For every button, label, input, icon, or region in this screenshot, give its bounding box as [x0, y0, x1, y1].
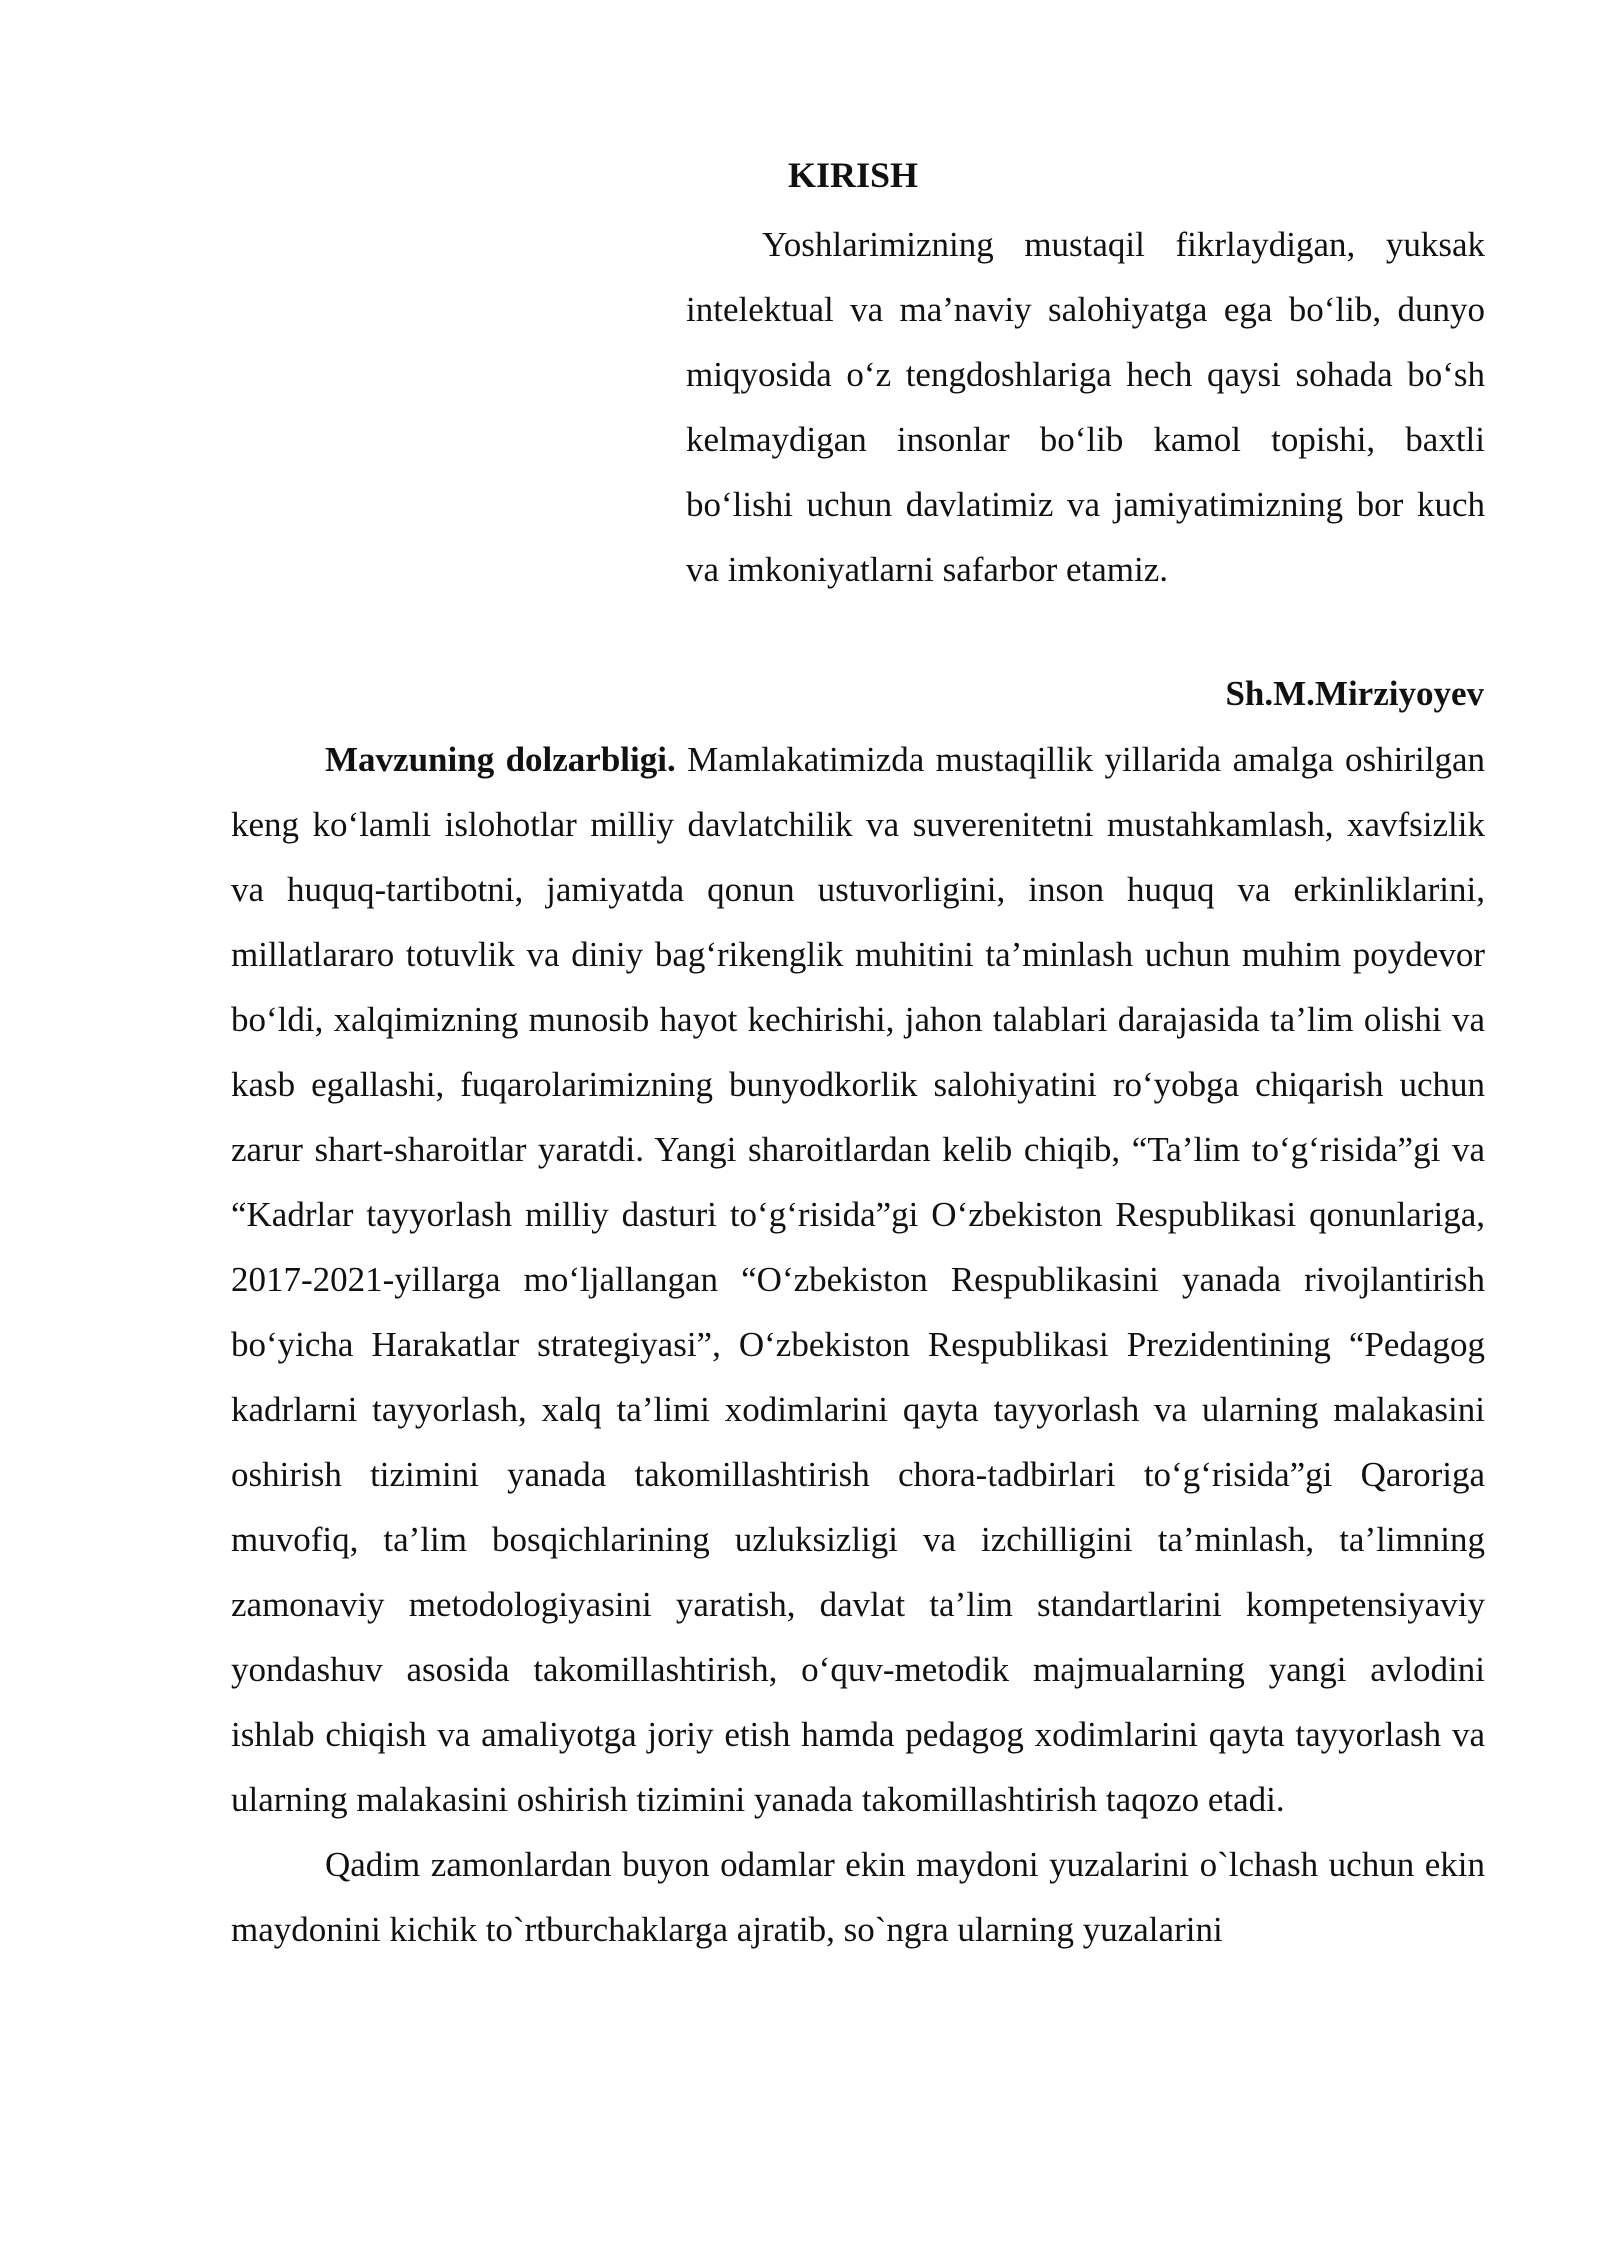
paragraph-relevance	[231, 727, 1485, 1832]
epigraph-author: Sh.M.Mirziyoyev	[1225, 674, 1484, 713]
page-title: KIRISH	[788, 155, 919, 195]
epigraph-quote: Yoshlarimizning mustaqil fikrlaydigan, yuksak intelektual va ma’naviy salohiyatga ega bo‘lib, dunyo miqyosida o‘z tengdoshlariga hech qaysi sohada bo‘sh kelmaydigan insonlar bo‘lib kamol topishi, baxtli bo‘lishi uchun davlatimiz va jamiyatimizning bor kuch va imkoniyatlarni safarbor etamiz.	[686, 225, 1485, 589]
body-text	[231, 727, 1485, 1962]
paragraph-lead: Mavzuning dolzarbligi.	[325, 740, 676, 779]
paragraph-text: Mamlakatimizda mustaqillik yillarida amalga oshirilgan keng ko‘lamli islohotlar milliy davlatchilik va suverenitetni mustahkamlash, xavfsizlik va huquq-tartibotni, jamiyatda qonun ustuvorligini, inson huquq va erkinliklarini, millatlararo totuvlik va diniy bag‘rikenglik muhitini ta’minlash uchun muhim poydevor bo‘ldi, xalqimizning munosib hayot kechirishi, jahon talablari darajasida ta’lim olishi va kasb egallashi, fuqarolarimizning bunyodkorlik salohiyatini ro‘yobga chiqarish uchun zarur shart-sharoitlar yaratdi. Yangi sharoitlardan kelib chiqib, “Ta’lim to‘g‘risida”gi va “Kadrlar tayyorlash milliy dasturi to‘g‘risida”gi O‘zbekiston Respublikasi qonunlariga, 2017-2021-yillarga mo‘ljallangan “O‘zbekiston Respublikasini yanada rivojlantirish bo‘yicha Harakatlar strategiyasi”, O‘zbekiston Respublikasi Prezidentining “Pedagog kadrlarni tayyorlash, xalq ta’limi xodimlarini qayta tayyorlash va ularning malakasini oshirish tizimini yanada takomillashtirish chora-tadbirlari to‘g‘risida”gi Qaroriga muvofiq, ta’lim bosqichlarining uzluksizligi va izchilligini ta’minlash, ta’limning zamonaviy metodologiyasini yaratish, davlat ta’lim standartlarini kompetensiyaviy yondashuv asosida takomillashtirish, o‘quv-metodik majmualarning yangi avlodini ishlab chiqish va amaliyotga joriy etish hamda pedagog xodimlarini qayta tayyorlash va ularning malakasini oshirish tizimini yanada takomillashtirish taqozo etadi.	[231, 740, 1485, 1819]
paragraph-history: Qadim zamonlardan buyon odamlar ekin maydoni yuzalarini o`lchash uchun ekin maydonini kichik to`rtburchaklarga ajratib, so`ngra ularning yuzalarini	[231, 1845, 1485, 1949]
